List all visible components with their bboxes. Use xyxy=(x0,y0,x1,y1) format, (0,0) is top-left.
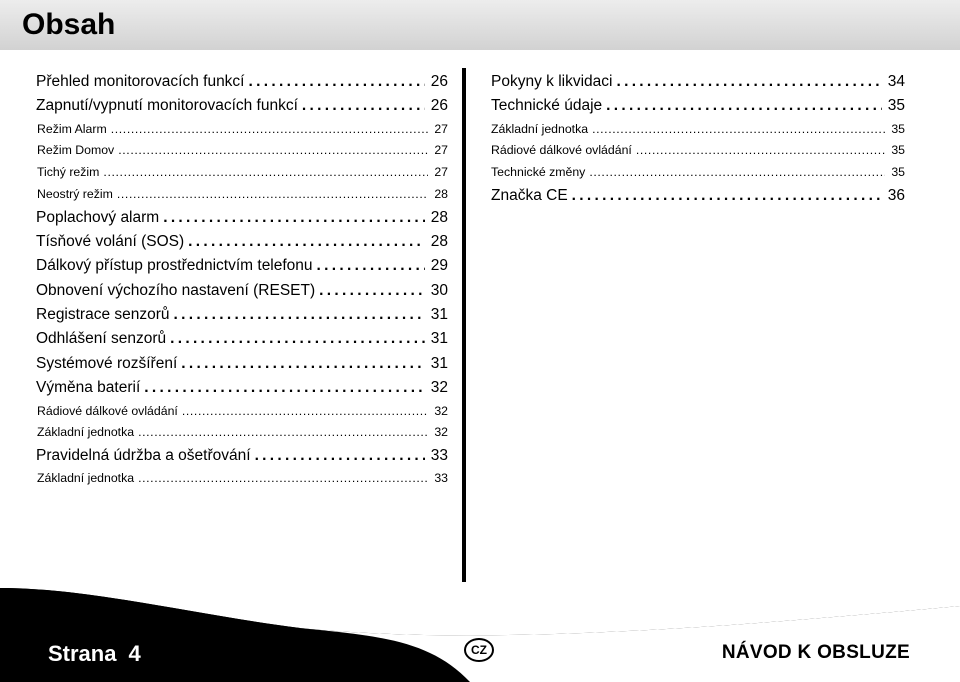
toc-entry[interactable] xyxy=(36,119,448,141)
toc-entry-title: Tichý režim xyxy=(37,165,100,180)
toc-entry-title: Obnovení výchozího nastavení (RESET) xyxy=(36,281,316,299)
header-bar xyxy=(0,0,960,50)
toc-entry[interactable] xyxy=(36,303,448,327)
dot-leader xyxy=(111,119,429,141)
toc-entry-page: 31 xyxy=(430,306,448,324)
toc-entry-page: 28 xyxy=(430,208,448,226)
toc-entry-page: 36 xyxy=(887,186,905,204)
toc-entry[interactable] xyxy=(36,94,448,118)
toc-left-column xyxy=(36,70,448,490)
toc-entry-page: 32 xyxy=(434,425,448,440)
toc-entry-title: Přehled monitorovacích funkcí xyxy=(36,73,245,90)
toc-entry-title: Systémové rozšíření xyxy=(36,354,178,372)
toc-entry[interactable] xyxy=(491,70,905,94)
language-badge: CZ xyxy=(464,638,494,662)
toc-entry-title: Registrace senzorů xyxy=(36,306,170,324)
dot-leader xyxy=(317,254,425,278)
toc-entry-title: Zapnutí/vypnutí monitorovacích funkcí xyxy=(36,97,298,115)
toc-entry-page: 28 xyxy=(434,186,448,201)
toc-entry-page: 34 xyxy=(887,73,905,90)
toc-entry[interactable] xyxy=(36,206,448,230)
toc-entry-page: 29 xyxy=(430,257,448,275)
toc-entry[interactable] xyxy=(491,162,905,184)
dot-leader xyxy=(170,327,425,351)
toc-entry[interactable] xyxy=(36,352,448,376)
dot-leader xyxy=(302,94,425,118)
dot-leader xyxy=(144,376,425,400)
toc-entry-title: Technické změny xyxy=(491,165,586,180)
toc-entry-page: 31 xyxy=(430,330,448,348)
toc-entry-page: 26 xyxy=(430,97,448,115)
page-number-label xyxy=(48,640,141,668)
dot-leader xyxy=(138,468,428,490)
toc-entry-page: 35 xyxy=(891,165,905,180)
toc-entry-page: 35 xyxy=(887,97,905,115)
toc-entry-title: Poplachový alarm xyxy=(36,208,160,226)
page-title: Obsah xyxy=(22,8,116,41)
manual-title: NÁVOD K OBSLUZE xyxy=(721,642,910,663)
toc-entry-title: Základní jednotka xyxy=(37,471,135,486)
toc-entry[interactable] xyxy=(36,140,448,162)
toc-entry-title: Výměna baterií xyxy=(36,379,141,397)
toc-entry[interactable] xyxy=(36,279,448,303)
toc-entry[interactable] xyxy=(36,327,448,351)
toc-entry[interactable] xyxy=(36,230,448,254)
toc-entry[interactable] xyxy=(36,376,448,400)
toc-entry[interactable] xyxy=(491,119,905,141)
page-label-text: Strana xyxy=(48,641,117,666)
toc-entry[interactable] xyxy=(491,94,905,118)
toc-entry-title: Technické údaje xyxy=(491,97,603,115)
toc-entry-page: 27 xyxy=(434,165,448,180)
dot-leader xyxy=(636,140,885,162)
toc-right-column xyxy=(491,70,905,208)
dot-leader xyxy=(117,184,428,206)
dot-leader xyxy=(188,230,425,254)
dot-leader xyxy=(103,162,428,184)
toc-entry-title: Základní jednotka xyxy=(37,425,135,440)
toc-entry-title: Tísňové volání (SOS) xyxy=(36,232,185,250)
toc-entry-title: Neostrý režim xyxy=(37,186,113,201)
toc-entry-page: 30 xyxy=(430,281,448,299)
toc-entry[interactable] xyxy=(491,140,905,162)
page-number: 4 xyxy=(128,641,141,666)
toc-entry-page: 31 xyxy=(430,354,448,372)
toc-entry-page: 33 xyxy=(434,471,448,486)
toc-entry[interactable] xyxy=(491,184,905,208)
dot-leader xyxy=(572,184,882,208)
toc-entry-page: 27 xyxy=(434,121,448,136)
dot-leader xyxy=(606,94,882,118)
toc-entry-title: Značka CE xyxy=(491,186,568,204)
toc-entry-page: 32 xyxy=(434,403,448,418)
toc-entry-title: Odhlášení senzorů xyxy=(36,330,167,348)
dot-leader xyxy=(138,422,428,444)
toc-entry-title: Režim Domov xyxy=(37,143,115,158)
dot-leader xyxy=(616,70,881,94)
dot-leader xyxy=(592,119,885,141)
toc-entry-page: 26 xyxy=(430,73,448,90)
dot-leader xyxy=(163,206,425,230)
toc-entry-title: Základní jednotka xyxy=(491,121,589,136)
toc-entry-title: Pokyny k likvidaci xyxy=(491,73,613,90)
column-divider xyxy=(462,68,466,582)
toc-entry-page: 32 xyxy=(430,379,448,397)
dot-leader xyxy=(255,444,425,468)
toc-entry[interactable] xyxy=(36,162,448,184)
toc-entry[interactable] xyxy=(36,184,448,206)
dot-leader xyxy=(249,70,425,94)
dot-leader xyxy=(118,140,428,162)
toc-entry-page: 35 xyxy=(891,121,905,136)
toc-entry[interactable] xyxy=(36,444,448,468)
toc-entry-page: 27 xyxy=(434,143,448,158)
toc-entry-title: Rádiové dálkové ovládání xyxy=(491,143,632,158)
toc-entry-title: Režim Alarm xyxy=(37,121,107,136)
toc-entry-title: Rádiové dálkové ovládání xyxy=(37,403,178,418)
toc-entry-page: 28 xyxy=(430,232,448,250)
toc-entry[interactable] xyxy=(36,401,448,423)
toc-entry[interactable] xyxy=(36,422,448,444)
footer-swoosh xyxy=(0,588,960,682)
toc-entry-title: Pravidelná údržba a ošetřování xyxy=(36,447,251,465)
toc-entry[interactable] xyxy=(36,254,448,278)
toc-entry-page: 35 xyxy=(891,143,905,158)
dot-leader xyxy=(319,279,425,303)
toc-entry-page: 33 xyxy=(430,447,448,465)
dot-leader xyxy=(181,352,424,376)
dot-leader xyxy=(174,303,425,327)
toc-entry[interactable] xyxy=(36,468,448,490)
dot-leader xyxy=(589,162,885,184)
dot-leader xyxy=(182,401,428,423)
toc-entry-title: Dálkový přístup prostřednictvím telefonu xyxy=(36,257,313,275)
footer-band xyxy=(0,588,960,682)
toc-entry[interactable] xyxy=(36,70,448,94)
